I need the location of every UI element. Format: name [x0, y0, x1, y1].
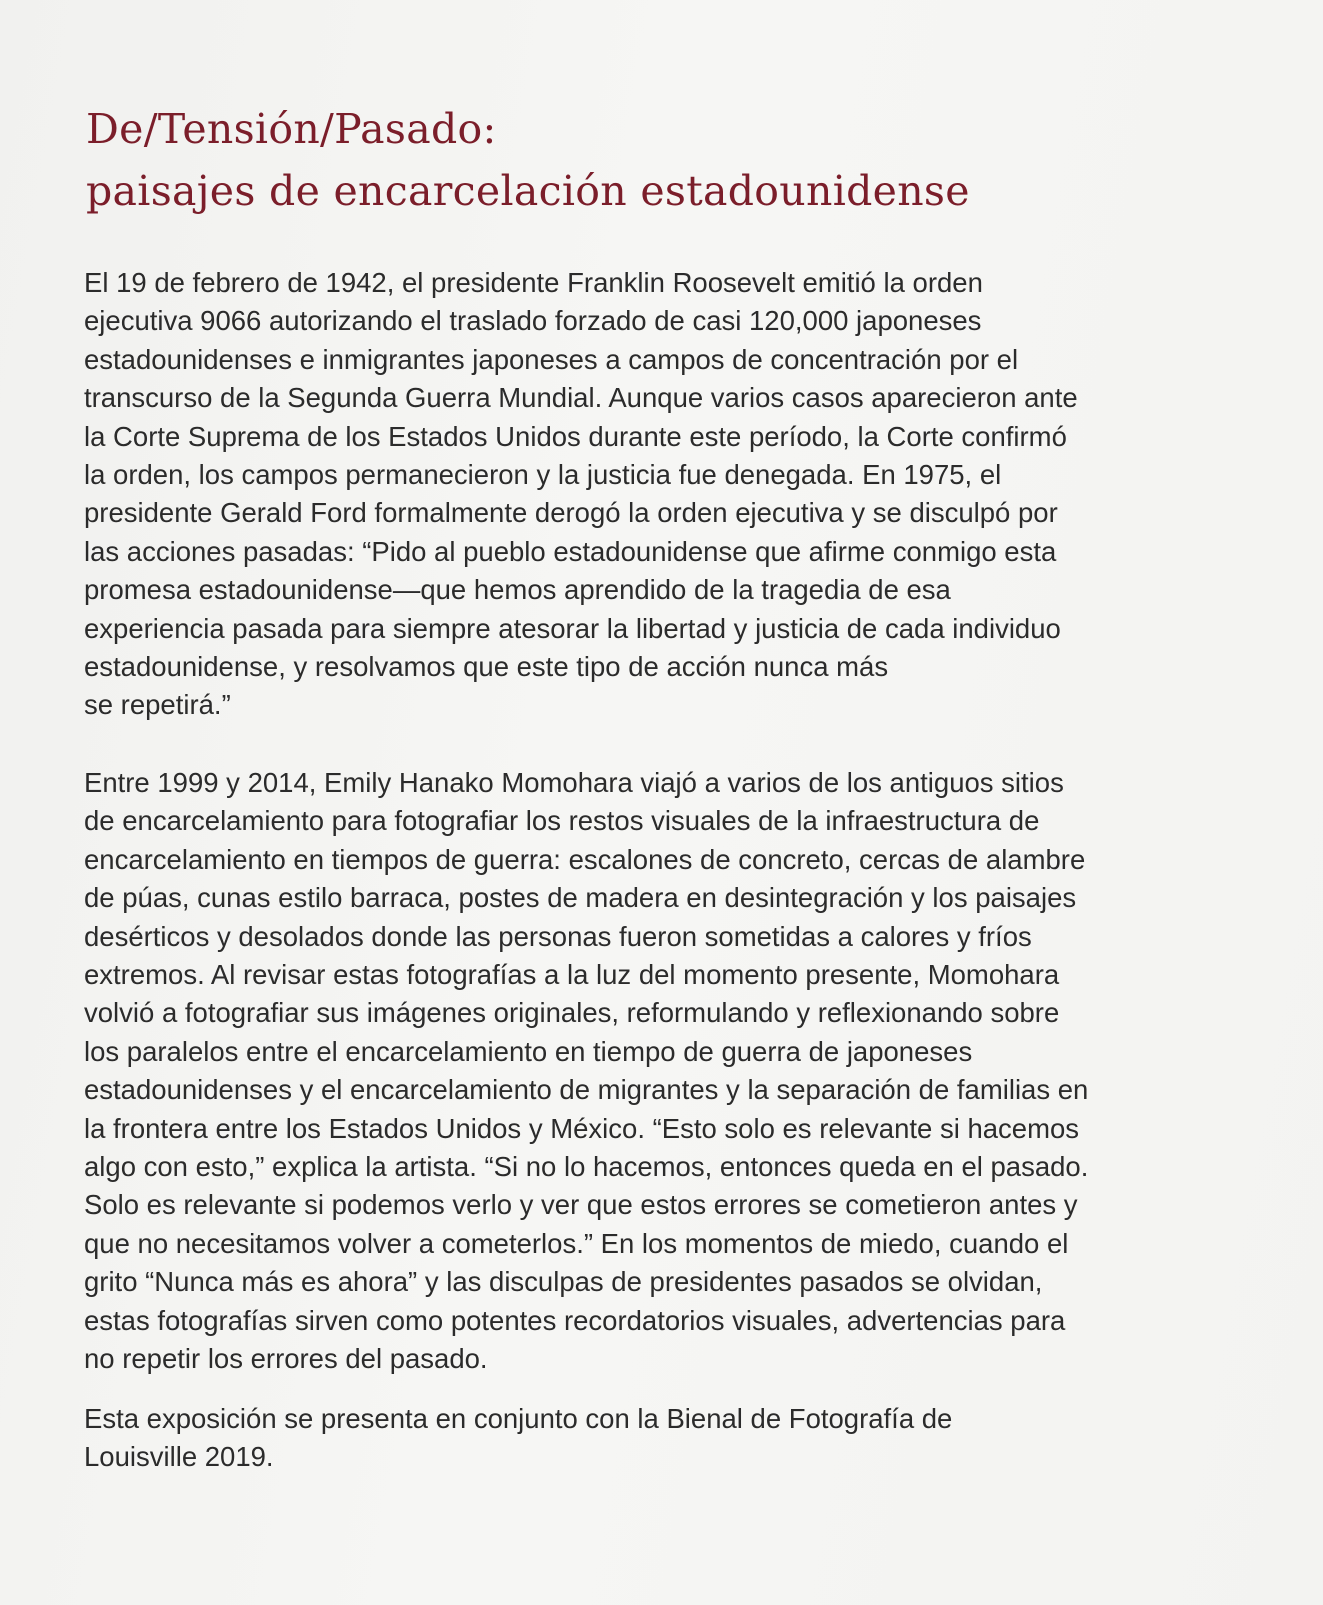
text-line: extremos. Al revisar estas fotografías a la luz del momento presente, Momohara [84, 959, 1060, 991]
text-line: promesa estadounidense—que hemos aprendido de la tragedia de esa [84, 574, 951, 606]
text-line: encarcelamiento en tiempos de guerra: escalones de concreto, cercas de alambre [84, 843, 1086, 875]
text-line: que no necesitamos volver a cometerlos.” En los momentos de miedo, cuando el [84, 1227, 1069, 1259]
text-line: de encarcelamiento para fotografiar los restos visuales de la infraestructura de [84, 805, 1040, 837]
text-line: Louisville 2019. [84, 1441, 274, 1473]
text-line: Solo es relevante si podemos verlo y ver que estos errores se cometieron antes y [84, 1189, 1078, 1221]
text-line: desérticos y desolados donde las personas fueron sometidas a calores y fríos [84, 920, 1032, 952]
text-line: Entre 1999 y 2014, Emily Hanako Momohara viajó a varios de los antiguos sitios [84, 767, 1064, 798]
text-line: volvió a fotografiar sus imágenes originales, reformulando y reflexionando sobre [84, 997, 1060, 1029]
text-line: la orden, los campos permanecieron y la justicia fue denegada. En 1975, el [84, 459, 1002, 491]
paragraph-artist [84, 764, 1284, 1379]
text-line: grito “Nunca más es ahora” y las disculpas de presidentes pasados se olvidan, [84, 1266, 1043, 1298]
text-line: algo con esto,” explica la artista. “Si no lo hacemos, entonces queda en el pasado. [84, 1151, 1089, 1183]
text-line: se repetirá.” [84, 689, 231, 721]
text-line: la frontera entre los Estados Unidos y México. “Esto solo es relevante si hacemos [84, 1112, 1080, 1144]
text-line: presidente Gerald Ford formalmente derogó la orden ejecutiva y se disculpó por [84, 497, 1058, 529]
text-line: de púas, cunas estilo barraca, postes de madera en desintegración y los paisajes [84, 882, 1077, 914]
text-line: no repetir los errores del pasado. [84, 1343, 488, 1375]
text-line: estas fotografías sirven como potentes recordatorios visuales, advertencias para [84, 1304, 1066, 1336]
text-line: la Corte Suprema de los Estados Unidos durante este período, la Corte confirmó [84, 420, 1067, 452]
exhibition-title [86, 98, 970, 222]
text-line: experiencia pasada para siempre atesorar la libertad y justicia de cada individuo [84, 612, 1061, 644]
text-line: los paralelos entre el encarcelamiento en tiempo de guerra de japoneses [84, 1035, 973, 1067]
title-line-2: paisajes de encarcelación estadounidense [86, 167, 970, 215]
title-line-1: De/Tensión/Pasado: [86, 105, 497, 153]
text-line: estadounidenses e inmigrantes japoneses a campos de concentración por el [84, 343, 1019, 375]
text-line: estadounidenses y el encarcelamiento de migrantes y la separación de familias en [84, 1074, 1089, 1106]
paragraph-history [84, 264, 1284, 725]
text-line: El 19 de febrero de 1942, el presidente Franklin Roosevelt emitió la orden [84, 267, 983, 298]
text-line: las acciones pasadas: “Pido al pueblo estadounidense que afirme conmigo esta [84, 535, 1057, 567]
text-line: transcurso de la Segunda Guerra Mundial. Aunque varios casos aparecieron ante [84, 382, 1078, 414]
text-line: Esta exposición se presenta en conjunto con la Bienal de Fotografía de [84, 1403, 953, 1434]
text-line: ejecutiva 9066 autorizando el traslado forzado de casi 120,000 japoneses [84, 305, 982, 337]
text-line: estadounidense, y resolvamos que este tipo de acción nunca más [84, 651, 889, 683]
paragraph-credit [84, 1400, 1284, 1477]
